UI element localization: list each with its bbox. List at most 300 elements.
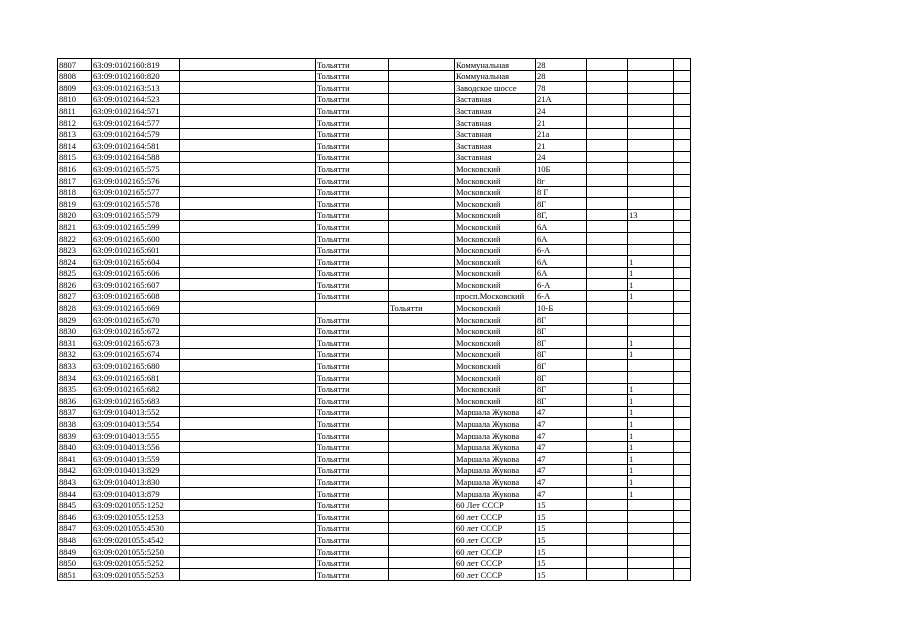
- cell-flat: [628, 116, 674, 128]
- cell-house: 47: [536, 464, 587, 476]
- cell-row-number: 8843: [58, 476, 92, 488]
- cell-street: Московский: [455, 221, 536, 233]
- cell-street: Маршала Жукова: [455, 418, 536, 430]
- cell-blank: [674, 163, 691, 175]
- cell-house: 47: [536, 406, 587, 418]
- cell-cadastral-number: 63:09:0102165:683: [92, 395, 180, 407]
- cell-street: Коммунальная: [455, 70, 536, 82]
- table-row: [58, 82, 691, 94]
- cell-flat: 13: [628, 209, 674, 221]
- cell-city-alt: [389, 163, 455, 175]
- cell-flat: [628, 314, 674, 326]
- cell-row-number: 8851: [58, 569, 92, 581]
- cell-row-number: 8836: [58, 395, 92, 407]
- cell-flat: [628, 163, 674, 175]
- cell-blank: [587, 302, 628, 314]
- cell-row-number: 8809: [58, 82, 92, 94]
- table-row: [58, 453, 691, 465]
- cell-street: Маршала Жукова: [455, 476, 536, 488]
- table-row: [58, 511, 691, 523]
- cell-street: Московский: [455, 256, 536, 268]
- cell-blank: [180, 325, 316, 337]
- cell-row-number: 8814: [58, 140, 92, 152]
- cell-city-alt: [389, 522, 455, 534]
- cell-blank: [180, 476, 316, 488]
- cell-row-number: 8807: [58, 59, 92, 71]
- cell-blank: [180, 395, 316, 407]
- cell-blank: [180, 209, 316, 221]
- cell-city: Тольятти: [316, 534, 389, 546]
- cell-flat: [628, 221, 674, 233]
- cell-blank: [674, 256, 691, 268]
- cell-city-alt: [389, 314, 455, 326]
- cell-blank: [180, 93, 316, 105]
- cell-blank: [674, 314, 691, 326]
- cell-city-alt: [389, 487, 455, 499]
- cell-flat: 1: [628, 256, 674, 268]
- cell-blank: [180, 441, 316, 453]
- cell-street: Маршала Жукова: [455, 430, 536, 442]
- cell-city: Тольятти: [316, 395, 389, 407]
- cell-blank: [180, 557, 316, 569]
- cell-row-number: 8821: [58, 221, 92, 233]
- cell-flat: [628, 372, 674, 384]
- cell-blank: [180, 70, 316, 82]
- cell-city: Тольятти: [316, 325, 389, 337]
- cell-city-alt: [389, 279, 455, 291]
- cell-street: 60 Лет СССР: [455, 499, 536, 511]
- cell-blank: [674, 70, 691, 82]
- cell-street: Заставная: [455, 128, 536, 140]
- cell-city-alt: [389, 116, 455, 128]
- cell-flat: [628, 325, 674, 337]
- table-row: [58, 267, 691, 279]
- cell-city-alt: [389, 464, 455, 476]
- cell-blank: [587, 360, 628, 372]
- cell-flat: [628, 522, 674, 534]
- cell-street: Заставная: [455, 93, 536, 105]
- cell-blank: [674, 116, 691, 128]
- cell-blank: [674, 522, 691, 534]
- cell-row-number: 8841: [58, 453, 92, 465]
- cell-blank: [674, 59, 691, 71]
- cell-city: Тольятти: [316, 487, 389, 499]
- cell-street: Московский: [455, 302, 536, 314]
- cell-flat: [628, 499, 674, 511]
- cell-city-alt: [389, 360, 455, 372]
- cell-city: Тольятти: [316, 256, 389, 268]
- cell-blank: [674, 151, 691, 163]
- cell-flat: [628, 186, 674, 198]
- cell-row-number: 8808: [58, 70, 92, 82]
- cell-blank: [674, 82, 691, 94]
- cell-city: Тольятти: [316, 186, 389, 198]
- cell-city: Тольятти: [316, 116, 389, 128]
- cell-blank: [587, 476, 628, 488]
- cell-cadastral-number: 63:09:0102164:577: [92, 116, 180, 128]
- cell-blank: [674, 476, 691, 488]
- cell-blank: [180, 453, 316, 465]
- cell-house: 21А: [536, 93, 587, 105]
- cell-blank: [587, 232, 628, 244]
- cell-blank: [587, 128, 628, 140]
- cell-row-number: 8818: [58, 186, 92, 198]
- cell-flat: [628, 59, 674, 71]
- cell-cadastral-number: 63:09:0102164:579: [92, 128, 180, 140]
- cell-city: Тольятти: [316, 441, 389, 453]
- cell-blank: [587, 511, 628, 523]
- table-row: [58, 418, 691, 430]
- cell-cadastral-number: 63:09:0102165:680: [92, 360, 180, 372]
- cell-city: Тольятти: [316, 232, 389, 244]
- cell-city: Тольятти: [316, 163, 389, 175]
- cell-city: Тольятти: [316, 314, 389, 326]
- cell-blank: [674, 406, 691, 418]
- cell-city-alt: [389, 232, 455, 244]
- cell-blank: [674, 105, 691, 117]
- cell-house: 15: [536, 511, 587, 523]
- cell-house: 8Г: [536, 383, 587, 395]
- cell-cadastral-number: 63:09:0104013:879: [92, 487, 180, 499]
- table-row: [58, 383, 691, 395]
- cell-city-alt: [389, 569, 455, 581]
- cell-city-alt: [389, 244, 455, 256]
- cell-blank: [674, 441, 691, 453]
- cell-cadastral-number: 63:09:0102165:672: [92, 325, 180, 337]
- table-row: [58, 198, 691, 210]
- cell-city-alt: [389, 256, 455, 268]
- cell-blank: [674, 93, 691, 105]
- cell-flat: 1: [628, 476, 674, 488]
- cell-street: Маршала Жукова: [455, 487, 536, 499]
- table-row: [58, 151, 691, 163]
- cell-flat: [628, 232, 674, 244]
- cell-cadastral-number: 63:09:0102165:575: [92, 163, 180, 175]
- cell-cadastral-number: 63:09:0102165:579: [92, 209, 180, 221]
- cell-row-number: 8838: [58, 418, 92, 430]
- cell-city-alt: [389, 140, 455, 152]
- cell-blank: [587, 256, 628, 268]
- cell-row-number: 8813: [58, 128, 92, 140]
- cell-blank: [674, 464, 691, 476]
- cell-blank: [180, 232, 316, 244]
- cell-blank: [180, 430, 316, 442]
- cell-house: 8Г,: [536, 209, 587, 221]
- cell-blank: [587, 453, 628, 465]
- cell-street: Маршала Жукова: [455, 464, 536, 476]
- cell-blank: [180, 221, 316, 233]
- cell-blank: [674, 395, 691, 407]
- cell-city-alt: [389, 418, 455, 430]
- table-row: [58, 221, 691, 233]
- cell-street: Московский: [455, 198, 536, 210]
- table-row: [58, 93, 691, 105]
- cell-flat: 1: [628, 290, 674, 302]
- cell-city: Тольятти: [316, 174, 389, 186]
- cell-blank: [674, 487, 691, 499]
- cell-street: Московский: [455, 244, 536, 256]
- cell-flat: 1: [628, 267, 674, 279]
- cell-city-alt: [389, 198, 455, 210]
- cell-street: Маршала Жукова: [455, 441, 536, 453]
- cell-city: Тольятти: [316, 453, 389, 465]
- table-row: [58, 302, 691, 314]
- table-row: [58, 244, 691, 256]
- cell-blank: [674, 302, 691, 314]
- cell-cadastral-number: 63:09:0102165:577: [92, 186, 180, 198]
- cell-city-alt: Тольятти: [389, 302, 455, 314]
- cell-house: 21: [536, 116, 587, 128]
- cell-row-number: 8846: [58, 511, 92, 523]
- cell-cadastral-number: 63:09:0102165:599: [92, 221, 180, 233]
- cell-house: 6-А: [536, 279, 587, 291]
- cell-flat: [628, 557, 674, 569]
- cell-blank: [180, 174, 316, 186]
- cell-house: 24: [536, 105, 587, 117]
- cell-blank: [587, 545, 628, 557]
- cell-row-number: 8829: [58, 314, 92, 326]
- cell-blank: [674, 244, 691, 256]
- cell-flat: [628, 534, 674, 546]
- cell-city-alt: [389, 151, 455, 163]
- cell-row-number: 8845: [58, 499, 92, 511]
- cell-flat: 1: [628, 337, 674, 349]
- cell-cadastral-number: 63:09:0102165:670: [92, 314, 180, 326]
- cell-row-number: 8834: [58, 372, 92, 384]
- table-body: [58, 59, 691, 581]
- cell-city-alt: [389, 59, 455, 71]
- cell-house: 8Г: [536, 360, 587, 372]
- cell-flat: 1: [628, 279, 674, 291]
- cell-house: 10-Б: [536, 302, 587, 314]
- cell-blank: [587, 325, 628, 337]
- table-row: [58, 209, 691, 221]
- cell-blank: [180, 105, 316, 117]
- table-row: [58, 430, 691, 442]
- cell-row-number: 8835: [58, 383, 92, 395]
- cell-cadastral-number: 63:09:0102165:681: [92, 372, 180, 384]
- cell-street: Московский: [455, 348, 536, 360]
- table-row: [58, 487, 691, 499]
- cell-cadastral-number: 63:09:0104013:829: [92, 464, 180, 476]
- cell-row-number: 8816: [58, 163, 92, 175]
- cell-street: Московский: [455, 232, 536, 244]
- cell-cadastral-number: 63:09:0102165:578: [92, 198, 180, 210]
- cell-city: Тольятти: [316, 209, 389, 221]
- cell-row-number: 8832: [58, 348, 92, 360]
- cell-city: Тольятти: [316, 267, 389, 279]
- cell-blank: [180, 464, 316, 476]
- cell-flat: [628, 140, 674, 152]
- cell-house: 6А: [536, 232, 587, 244]
- cell-row-number: 8820: [58, 209, 92, 221]
- cell-blank: [180, 534, 316, 546]
- cell-city-alt: [389, 209, 455, 221]
- cell-city: Тольятти: [316, 70, 389, 82]
- cell-city-alt: [389, 267, 455, 279]
- cell-blank: [180, 302, 316, 314]
- cell-blank: [674, 221, 691, 233]
- cell-blank: [674, 232, 691, 244]
- cell-blank: [587, 244, 628, 256]
- cell-city-alt: [389, 453, 455, 465]
- cell-flat: [628, 93, 674, 105]
- table-row: [58, 557, 691, 569]
- cell-street: 60 лет СССР: [455, 522, 536, 534]
- cell-blank: [674, 337, 691, 349]
- cell-house: 6А: [536, 221, 587, 233]
- cell-blank: [587, 70, 628, 82]
- cell-city: Тольятти: [316, 406, 389, 418]
- cell-blank: [587, 395, 628, 407]
- cell-flat: 1: [628, 395, 674, 407]
- cell-street: Московский: [455, 325, 536, 337]
- table-row: [58, 534, 691, 546]
- cell-house: 8Г: [536, 395, 587, 407]
- cell-blank: [180, 418, 316, 430]
- cell-blank: [674, 279, 691, 291]
- cell-flat: [628, 82, 674, 94]
- cell-house: 8Г: [536, 372, 587, 384]
- cell-street: Заставная: [455, 140, 536, 152]
- cell-row-number: 8828: [58, 302, 92, 314]
- cell-row-number: 8850: [58, 557, 92, 569]
- table-row: [58, 174, 691, 186]
- cell-flat: 1: [628, 464, 674, 476]
- cell-city: Тольятти: [316, 140, 389, 152]
- cell-blank: [587, 372, 628, 384]
- cell-house: 15: [536, 557, 587, 569]
- cell-blank: [587, 151, 628, 163]
- cell-flat: [628, 70, 674, 82]
- cell-cadastral-number: 63:09:0102165:607: [92, 279, 180, 291]
- cell-blank: [587, 464, 628, 476]
- cell-house: 28: [536, 70, 587, 82]
- cell-house: 47: [536, 430, 587, 442]
- cell-row-number: 8833: [58, 360, 92, 372]
- cell-house: 6А: [536, 267, 587, 279]
- cell-city-alt: [389, 128, 455, 140]
- cell-flat: [628, 174, 674, 186]
- data-table: [57, 58, 691, 581]
- cell-blank: [674, 569, 691, 581]
- cell-house: 8Г: [536, 198, 587, 210]
- cell-city-alt: [389, 105, 455, 117]
- cell-blank: [180, 337, 316, 349]
- cell-house: 47: [536, 476, 587, 488]
- cell-street: 60 лет СССР: [455, 569, 536, 581]
- cell-blank: [587, 186, 628, 198]
- cell-cadastral-number: 63:09:0201055:5252: [92, 557, 180, 569]
- cell-street: Московский: [455, 360, 536, 372]
- table-row: [58, 105, 691, 117]
- cell-city: Тольятти: [316, 464, 389, 476]
- cell-city-alt: [389, 511, 455, 523]
- cell-cadastral-number: 63:09:0102160:819: [92, 59, 180, 71]
- cell-house: 8Г: [536, 314, 587, 326]
- cell-cadastral-number: 63:09:0102160:820: [92, 70, 180, 82]
- cell-blank: [180, 511, 316, 523]
- cell-city-alt: [389, 337, 455, 349]
- cell-house: 15: [536, 534, 587, 546]
- cell-street: Московский: [455, 383, 536, 395]
- cell-blank: [587, 198, 628, 210]
- cell-blank: [180, 279, 316, 291]
- cell-blank: [587, 522, 628, 534]
- cell-blank: [674, 557, 691, 569]
- cell-city: Тольятти: [316, 372, 389, 384]
- cell-row-number: 8849: [58, 545, 92, 557]
- cell-row-number: 8827: [58, 290, 92, 302]
- cell-flat: 1: [628, 453, 674, 465]
- table-row: [58, 256, 691, 268]
- cell-blank: [180, 290, 316, 302]
- table-row: [58, 569, 691, 581]
- cell-flat: 1: [628, 348, 674, 360]
- cell-flat: [628, 545, 674, 557]
- table-row: [58, 325, 691, 337]
- cell-blank: [587, 383, 628, 395]
- table-row: [58, 499, 691, 511]
- cell-blank: [180, 116, 316, 128]
- cell-blank: [180, 186, 316, 198]
- cell-house: 47: [536, 441, 587, 453]
- cell-cadastral-number: 63:09:0102165:604: [92, 256, 180, 268]
- table-row: [58, 163, 691, 175]
- cell-city: Тольятти: [316, 128, 389, 140]
- table-row: [58, 441, 691, 453]
- cell-blank: [587, 279, 628, 291]
- table-row: [58, 314, 691, 326]
- cell-blank: [180, 372, 316, 384]
- cell-blank: [587, 487, 628, 499]
- cell-row-number: 8830: [58, 325, 92, 337]
- table-row: [58, 406, 691, 418]
- cell-row-number: 8837: [58, 406, 92, 418]
- cell-city-alt: [389, 186, 455, 198]
- cell-house: 15: [536, 499, 587, 511]
- cell-cadastral-number: 63:09:0102163:513: [92, 82, 180, 94]
- cell-row-number: 8825: [58, 267, 92, 279]
- cell-street: Московский: [455, 279, 536, 291]
- cell-blank: [180, 487, 316, 499]
- cell-city: Тольятти: [316, 545, 389, 557]
- cell-row-number: 8823: [58, 244, 92, 256]
- cell-city-alt: [389, 82, 455, 94]
- cell-cadastral-number: 63:09:0102165:673: [92, 337, 180, 349]
- cell-cadastral-number: 63:09:0201055:4542: [92, 534, 180, 546]
- cell-blank: [674, 325, 691, 337]
- cell-blank: [180, 267, 316, 279]
- cell-city-alt: [389, 395, 455, 407]
- cell-blank: [180, 198, 316, 210]
- cell-blank: [674, 290, 691, 302]
- cell-city-alt: [389, 534, 455, 546]
- cell-row-number: 8842: [58, 464, 92, 476]
- cell-blank: [180, 499, 316, 511]
- cell-house: 8Г: [536, 325, 587, 337]
- cell-house: 15: [536, 569, 587, 581]
- cell-city-alt: [389, 372, 455, 384]
- cell-cadastral-number: 63:09:0201055:4530: [92, 522, 180, 534]
- cell-blank: [674, 534, 691, 546]
- cell-street: Московский: [455, 163, 536, 175]
- cell-street: 60 лет СССР: [455, 545, 536, 557]
- cell-row-number: 8824: [58, 256, 92, 268]
- cell-house: 78: [536, 82, 587, 94]
- cell-city-alt: [389, 348, 455, 360]
- table-row: [58, 476, 691, 488]
